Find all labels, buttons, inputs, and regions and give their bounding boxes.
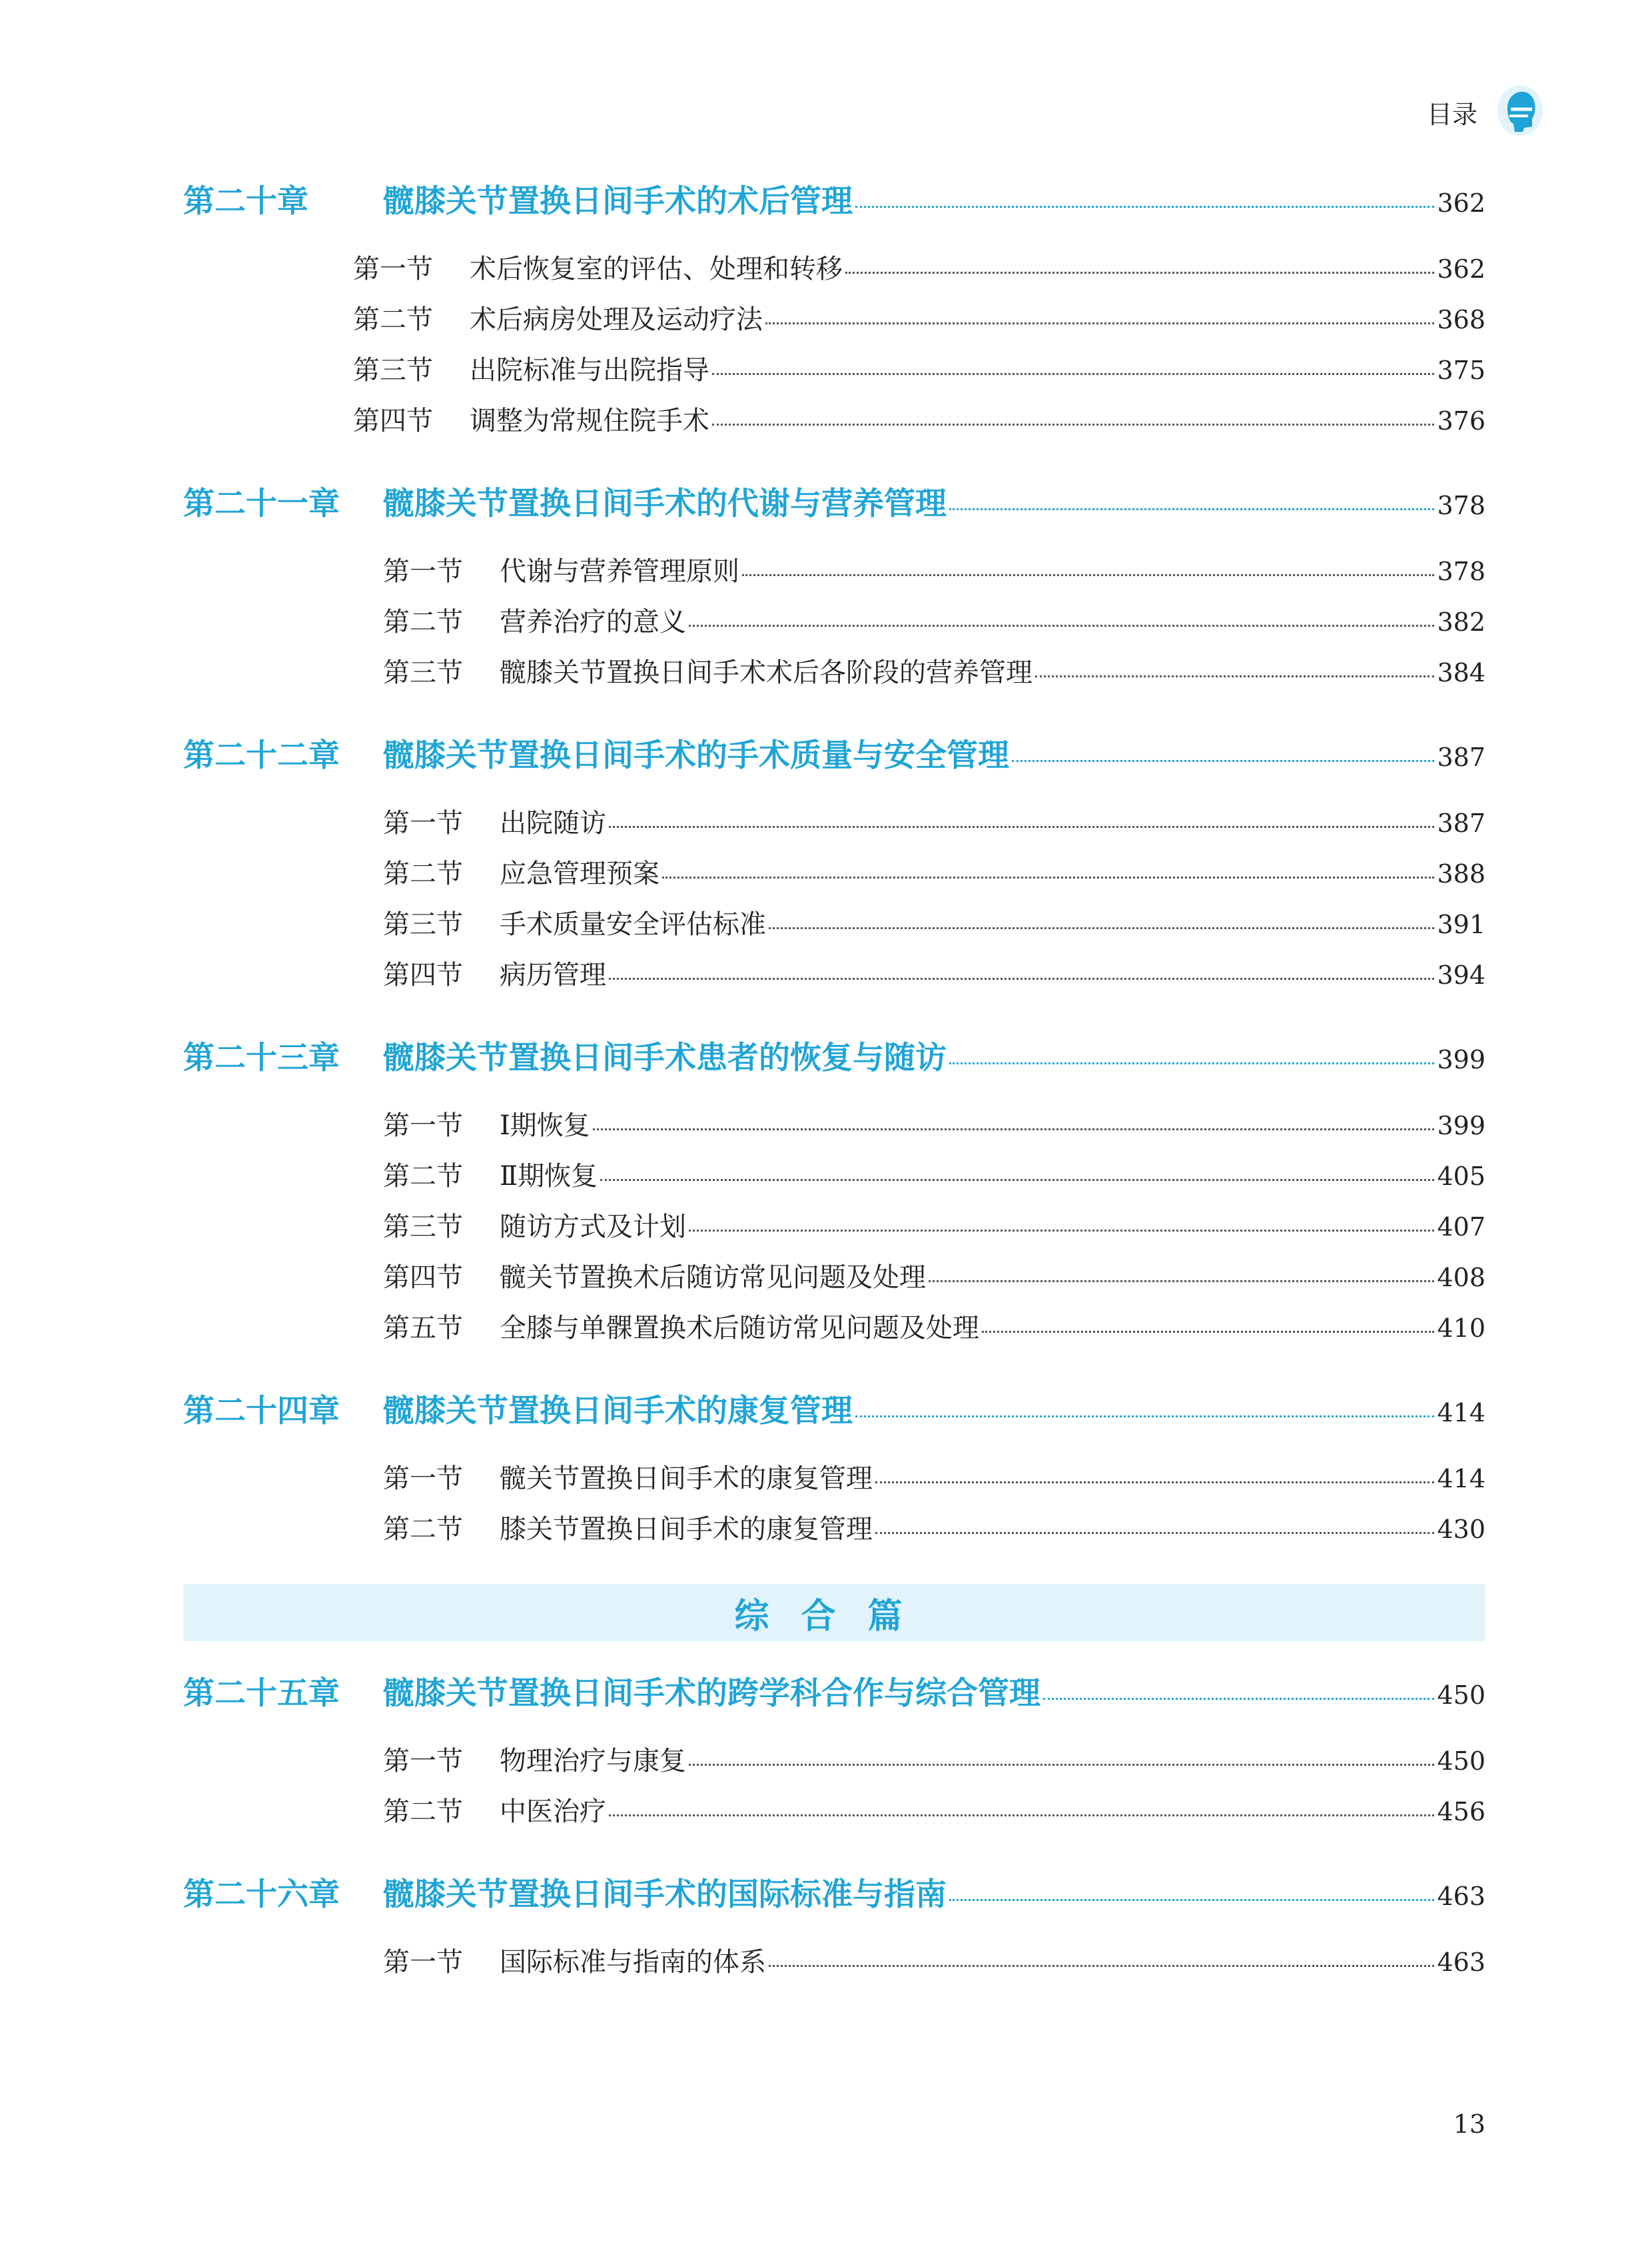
section-number: 第一节 <box>383 1110 463 1141</box>
dot-leader <box>875 1532 1434 1534</box>
section-entry[interactable] <box>183 798 1485 849</box>
section-title: 膝关节置换日间手术的康复管理 <box>500 1514 873 1545</box>
section-page: 456 <box>1437 1797 1485 1826</box>
section-entry[interactable] <box>183 849 1485 899</box>
chapter-page: 399 <box>1437 1045 1485 1074</box>
dot-leader <box>949 1899 1434 1901</box>
chapter-entry[interactable] <box>183 1865 1485 1925</box>
section-entry[interactable] <box>183 546 1485 597</box>
section-entry[interactable] <box>183 396 1485 446</box>
chapter-title: 髋膝关节置换日间手术的手术质量与安全管理 <box>383 737 1009 774</box>
chapter-page: 362 <box>1437 188 1485 218</box>
section-entry[interactable] <box>183 597 1485 647</box>
section-number: 第二节 <box>353 304 433 335</box>
section-title: Ⅱ期恢复 <box>500 1161 598 1192</box>
dot-leader <box>875 1481 1434 1483</box>
chapter-entry[interactable] <box>183 474 1485 534</box>
chapter-entry[interactable] <box>183 726 1485 786</box>
dot-leader <box>1043 1698 1434 1700</box>
chapter-title: 髋膝关节置换日间手术的康复管理 <box>383 1393 853 1429</box>
section-page: 450 <box>1437 1746 1485 1776</box>
chapter-number: 第二十二章 <box>183 737 340 774</box>
chapter-title: 髋膝关节置换日间手术的国际标准与指南 <box>383 1876 947 1913</box>
section-number: 第二节 <box>383 607 463 637</box>
section-page: 394 <box>1437 960 1485 990</box>
section-entry[interactable] <box>183 294 1485 345</box>
section-entry[interactable] <box>183 1100 1485 1151</box>
section-number: 第一节 <box>383 808 463 839</box>
section-page: 414 <box>1437 1464 1485 1493</box>
section-number: 第五节 <box>383 1313 463 1343</box>
chapter-title: 髋膝关节置换日间手术患者的恢复与随访 <box>383 1040 947 1076</box>
section-entry[interactable] <box>183 1937 1485 1988</box>
section-title: 全膝与单髁置换术后随访常见问题及处理 <box>500 1313 979 1343</box>
section-page: 388 <box>1437 859 1485 889</box>
section-entry[interactable] <box>183 1151 1485 1202</box>
running-header <box>1427 85 1545 139</box>
section-title: 髋关节置换日间手术的康复管理 <box>500 1463 873 1494</box>
section-number: 第三节 <box>383 657 463 688</box>
section-number: 第一节 <box>353 254 433 284</box>
section-number: 第二节 <box>383 859 463 889</box>
chapter-number: 第二十四章 <box>183 1393 340 1429</box>
dot-leader <box>982 1331 1434 1333</box>
section-title: 术后病房处理及运动疗法 <box>470 304 763 335</box>
section-title: 营养治疗的意义 <box>500 607 686 637</box>
section-title: 代谢与营养管理原则 <box>500 556 739 587</box>
section-page: 378 <box>1437 557 1485 586</box>
section-entry[interactable] <box>183 950 1485 1000</box>
section-title: 髋关节置换术后随访常见问题及处理 <box>500 1262 926 1293</box>
section-page: 368 <box>1437 305 1485 334</box>
chapter-number: 第二十五章 <box>183 1675 340 1712</box>
section-title: 国际标准与指南的体系 <box>500 1947 766 1978</box>
section-title: 应急管理预案 <box>500 859 659 889</box>
toc-part-a <box>183 172 1485 1555</box>
section-title: 出院随访 <box>500 808 606 839</box>
dot-leader <box>855 1415 1434 1417</box>
section-page: 382 <box>1437 607 1485 637</box>
section-page: 384 <box>1437 658 1485 687</box>
section-entry[interactable] <box>183 1736 1485 1786</box>
chapter-page: 463 <box>1437 1882 1485 1911</box>
head-profile-icon <box>1495 84 1545 140</box>
section-title: 手术质量安全评估标准 <box>500 909 766 940</box>
table-of-contents <box>183 172 1485 1988</box>
section-entry[interactable] <box>183 1303 1485 1353</box>
section-page: 387 <box>1437 809 1485 838</box>
section-number: 第一节 <box>383 1463 463 1494</box>
section-page: 430 <box>1437 1515 1485 1544</box>
dot-leader <box>949 508 1434 510</box>
header-label: 目录 <box>1426 99 1477 129</box>
section-title: 物理治疗与康复 <box>500 1746 686 1776</box>
part-banner: 综合篇 <box>183 1584 1485 1641</box>
section-page: 391 <box>1437 910 1485 939</box>
section-number: 第二节 <box>383 1514 463 1545</box>
section-entry[interactable] <box>183 899 1485 950</box>
dot-leader <box>600 1179 1434 1181</box>
chapter-page: 387 <box>1437 743 1485 772</box>
chapter-page: 414 <box>1437 1398 1485 1427</box>
chapter-entry[interactable] <box>183 172 1485 232</box>
chapter-number: 第二十三章 <box>183 1040 340 1076</box>
dot-leader <box>712 424 1434 426</box>
section-entry[interactable] <box>183 1202 1485 1252</box>
chapter-entry[interactable] <box>183 1381 1485 1441</box>
section-entry[interactable] <box>183 1252 1485 1303</box>
section-number: 第四节 <box>383 960 463 990</box>
dot-leader <box>1035 675 1434 677</box>
section-page: 463 <box>1437 1948 1485 1977</box>
section-title: Ⅰ期恢复 <box>500 1110 590 1141</box>
section-entry[interactable] <box>183 1453 1485 1504</box>
section-title: 调整为常规住院手术 <box>470 406 709 436</box>
chapter-title: 髋膝关节置换日间手术的跨学科合作与综合管理 <box>383 1675 1040 1712</box>
section-page: 375 <box>1437 356 1485 385</box>
section-number: 第三节 <box>383 1212 463 1242</box>
section-title: 髋膝关节置换日间手术术后各阶段的营养管理 <box>500 657 1032 688</box>
section-number: 第二节 <box>383 1796 463 1827</box>
chapter-title: 髋膝关节置换日间手术的术后管理 <box>383 183 853 220</box>
section-page: 399 <box>1437 1111 1485 1140</box>
section-entry[interactable] <box>183 345 1485 396</box>
chapter-entry[interactable] <box>183 1664 1485 1724</box>
dot-leader <box>1012 760 1434 762</box>
page-number: 13 <box>1453 2109 1485 2139</box>
section-title: 中医治疗 <box>500 1796 606 1827</box>
dot-leader <box>855 206 1434 208</box>
section-title: 出院标准与出院指导 <box>470 355 709 386</box>
section-number: 第三节 <box>383 909 463 940</box>
chapter-entry[interactable] <box>183 1028 1485 1088</box>
section-number: 第三节 <box>353 355 433 386</box>
dot-leader <box>593 1128 1435 1130</box>
section-entry[interactable] <box>183 244 1485 294</box>
dot-leader <box>949 1062 1434 1064</box>
section-number: 第二节 <box>383 1161 463 1192</box>
section-number: 第四节 <box>383 1262 463 1293</box>
dot-leader <box>689 625 1434 627</box>
dot-leader <box>929 1280 1434 1282</box>
section-title: 随访方式及计划 <box>500 1212 686 1242</box>
section-entry[interactable] <box>183 647 1485 698</box>
toc-part-b <box>183 1664 1485 1988</box>
section-number: 第四节 <box>353 406 433 436</box>
section-page: 410 <box>1437 1313 1485 1343</box>
section-title: 病历管理 <box>500 960 606 990</box>
dot-leader <box>609 978 1434 980</box>
chapter-number: 第二十章 <box>183 183 308 220</box>
dot-leader <box>769 927 1434 929</box>
section-entry[interactable] <box>183 1786 1485 1837</box>
dot-leader <box>712 373 1434 375</box>
dot-leader <box>845 272 1434 274</box>
section-page: 362 <box>1437 254 1485 284</box>
section-number: 第一节 <box>383 1746 463 1776</box>
dot-leader <box>689 1230 1434 1232</box>
section-title: 术后恢复室的评估、处理和转移 <box>470 254 843 284</box>
dot-leader <box>609 1814 1434 1816</box>
chapter-page: 378 <box>1437 491 1485 520</box>
section-page: 405 <box>1437 1162 1485 1191</box>
section-number: 第一节 <box>383 556 463 587</box>
dot-leader <box>662 877 1434 879</box>
dot-leader <box>689 1764 1434 1766</box>
chapter-page: 450 <box>1437 1681 1485 1710</box>
section-entry[interactable] <box>183 1504 1485 1555</box>
dot-leader <box>765 322 1434 324</box>
chapter-title: 髋膝关节置换日间手术的代谢与营养管理 <box>383 486 947 522</box>
section-page: 408 <box>1437 1263 1485 1292</box>
dot-leader <box>742 574 1434 576</box>
section-number: 第一节 <box>383 1947 463 1978</box>
section-page: 376 <box>1437 406 1485 436</box>
chapter-number: 第二十六章 <box>183 1876 340 1913</box>
dot-leader <box>769 1965 1434 1967</box>
chapter-number: 第二十一章 <box>183 486 340 522</box>
section-page: 407 <box>1437 1212 1485 1242</box>
dot-leader <box>609 826 1434 828</box>
